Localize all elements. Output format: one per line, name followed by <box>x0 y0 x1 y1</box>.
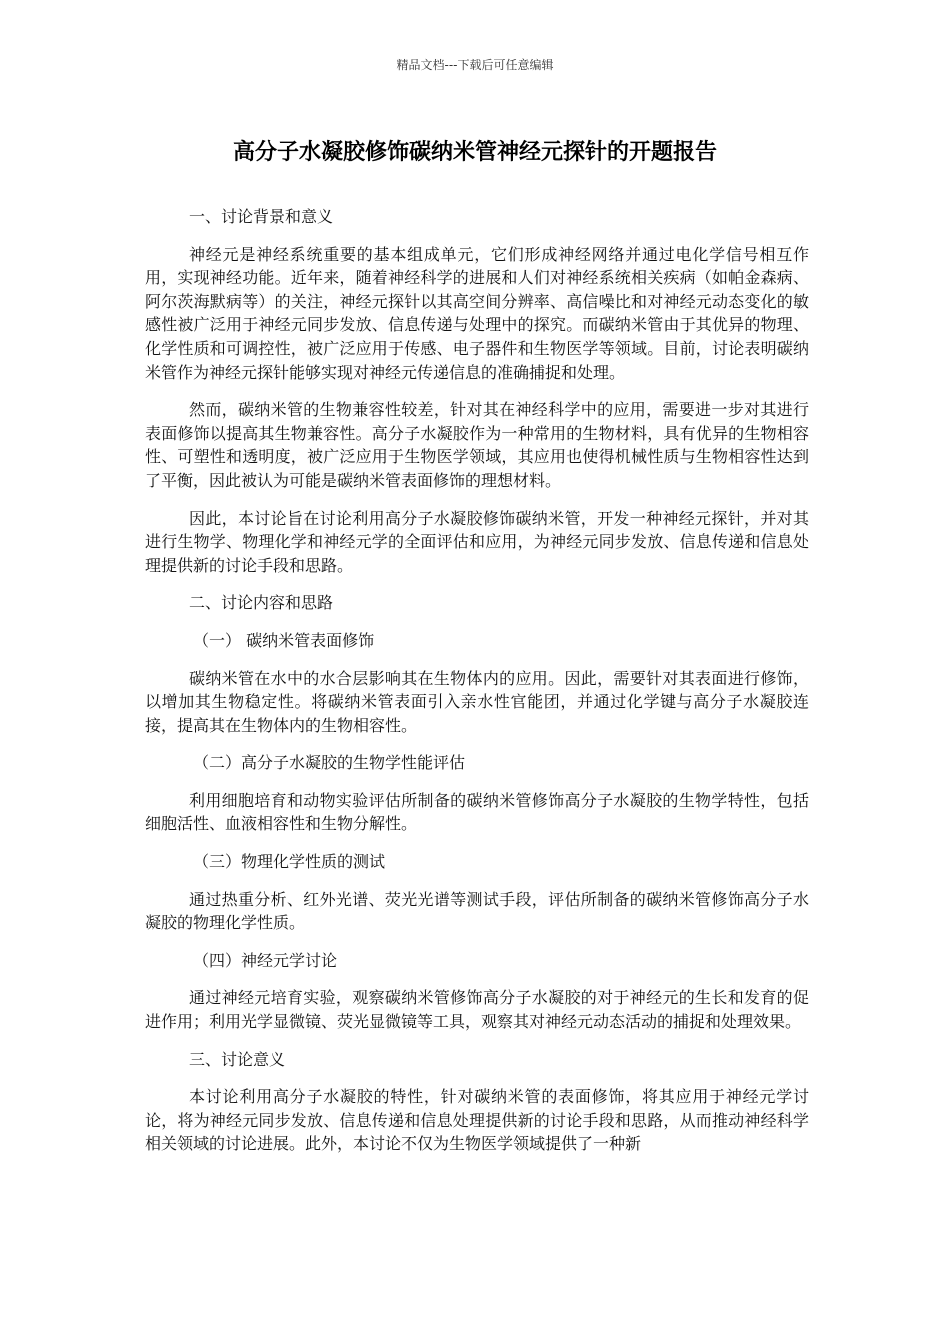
page-header: 精品文档---下载后可任意编辑 <box>396 58 554 72</box>
section-heading: 一、讨论背景和意义 <box>189 207 334 226</box>
body-paragraph: 然而，碳纳米管的生物兼容性较差，针对其在神经科学中的应用，需要进一步对其进行表面修饰以提高其生物兼容性。高分子水凝胶作为一种常用的生物材料，具有优异的生物相容性、可塑性和透明度，被广泛应用于生物医学领域，其应用也使得机械性质与生物相容性达到了平衡，因此被认为可能是碳纳米管表面修饰的理想材料。 <box>145 400 809 490</box>
document-title: 高分子水凝胶修饰碳纳米管神经元探针的开题报告 <box>232 140 717 165</box>
subsection-heading: （四）神经元学讨论 <box>193 950 338 970</box>
section-heading: 三、讨论意义 <box>189 1049 286 1069</box>
section-heading: 二、讨论内容和思路 <box>189 593 334 613</box>
body-paragraph: 因此，本讨论旨在讨论利用高分子水凝胶修饰碳纳米管，开发一种神经元探针，并对其进行生物学、物理化学和神经元学的全面评估和应用，为神经元同步发放、信息传递和信息处理提供新的讨论手段和思路。 <box>145 508 809 575</box>
body-paragraph: 通过神经元培育实验，观察碳纳米管修饰高分子水凝胶的对于神经元的生长和发育的促进作用；利用光学显微镜、荧光显微镜等工具，观察其对神经元动态活动的捕捉和处理效果。 <box>145 988 809 1032</box>
body-paragraph: 通过热重分析、红外光谱、荧光光谱等测试手段，评估所制备的碳纳米管修饰高分子水凝胶的物理化学性质。 <box>145 889 809 933</box>
subsection-heading: （一） 碳纳米管表面修饰 <box>193 630 375 650</box>
body-paragraph: 碳纳米管在水中的水合层影响其在生物体内的应用。因此，需要针对其表面进行修饰，以增加其生物稳定性。将碳纳米管表面引入亲水性官能团，并通过化学键与高分子水凝胶连接，提高其在生物体内的生物相容性。 <box>145 668 809 735</box>
body-paragraph: 神经元是神经系统重要的基本组成单元，它们形成神经网络并通过电化学信号相互作用，实现神经功能。近年来，随着神经科学的进展和人们对神经系统相关疾病（如帕金森病、阿尔茨海默病等）的关注，神经元探针以其高空间分辨率、高信噪比和对神经元动态变化的敏感性被广泛用于神经元同步发放、信息传递与处理中的探究。而碳纳米管由于其优异的物理、化学性质和可调控性，被广泛应用于传感、电子器件和生物医学等领域。目前，讨论表明碳纳米管作为神经元探针能够实现对神经元传递信息的准确捕捉和处理。 <box>145 244 809 382</box>
body-paragraph: 本讨论利用高分子水凝胶的特性，针对碳纳米管的表面修饰，将其应用于神经元学讨论，将为神经元同步发放、信息传递和信息处理提供新的讨论手段和思路，从而推动神经科学相关领域的讨论进展。此外，本讨论不仅为生物医学领域提供了一种新 <box>145 1087 809 1154</box>
document-body <box>145 205 809 1170</box>
subsection-heading: （三）物理化学性质的测试 <box>193 852 386 872</box>
subsection-heading: （二）高分子水凝胶的生物学性能评估 <box>193 753 466 773</box>
body-paragraph: 利用细胞培育和动物实验评估所制备的碳纳米管修饰高分子水凝胶的生物学特性，包括细胞活性、血液相容性和生物分解性。 <box>145 790 809 834</box>
